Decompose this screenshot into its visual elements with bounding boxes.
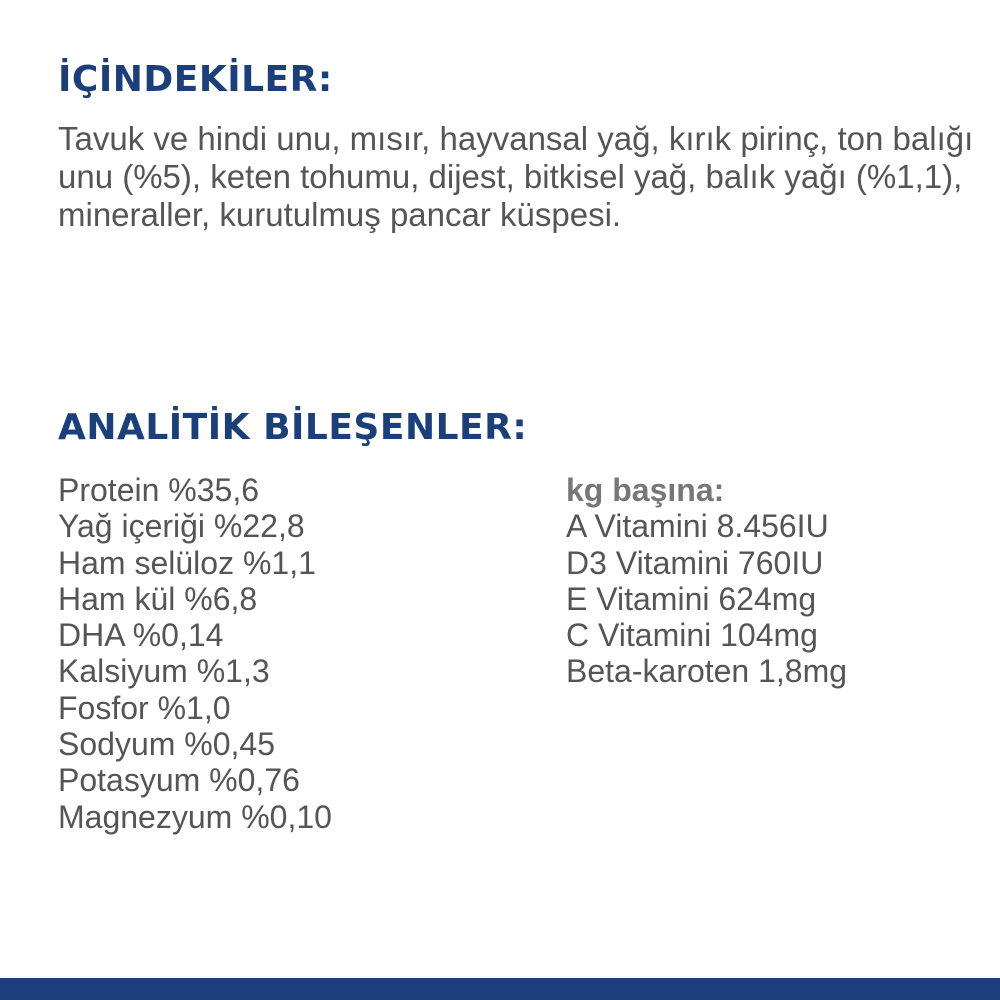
analytics-heading: ANALİTİK BİLEŞENLER: — [58, 407, 528, 448]
analytic-components-list — [58, 472, 538, 835]
analytic-item-fiber: Ham selüloz %1,1 — [58, 544, 316, 581]
analytic-item-phosphorus: Fosfor %1,0 — [58, 689, 231, 726]
analytic-item-ash: Ham kül %6,8 — [58, 580, 258, 617]
footer-bar — [0, 978, 1000, 1000]
per-kg-heading: kg başına: — [566, 472, 725, 508]
analytic-item-calcium: Kalsiyum %1,3 — [58, 653, 270, 690]
ingredients-heading: İÇİNDEKİLER: — [58, 59, 333, 100]
vitamin-item-beta-carotene: Beta-karoten 1,8mg — [566, 653, 848, 690]
analytic-item-sodium: Sodyum %0,45 — [58, 726, 276, 763]
analytic-item-dha: DHA %0,14 — [58, 617, 224, 654]
vitamin-item-a: A Vitamini 8.456IU — [566, 508, 829, 545]
vitamin-item-e: E Vitamini 624mg — [566, 580, 817, 617]
vitamin-item-d3: D3 Vitamini 760IU — [566, 544, 824, 581]
analytic-item-magnesium: Magnezyum %0,10 — [58, 798, 332, 835]
ingredients-text: Tavuk ve hindi unu, mısır, hayvansal yağ, kırık pirinç, ton balığı unu (%5), keten tohumu, dijest, bitkisel yağ, balık yağı (%1,1), mineraller, kurutulmuş pancar küspesi. — [58, 120, 974, 233]
analytic-item-potassium: Potasyum %0,76 — [58, 762, 300, 799]
vitamin-item-c: C Vitamini 104mg — [566, 617, 818, 654]
per-kg-list — [566, 472, 986, 690]
analytic-item-protein: Protein %35,6 — [58, 472, 260, 508]
analytic-item-fat: Yağ içeriği %22,8 — [58, 508, 305, 545]
